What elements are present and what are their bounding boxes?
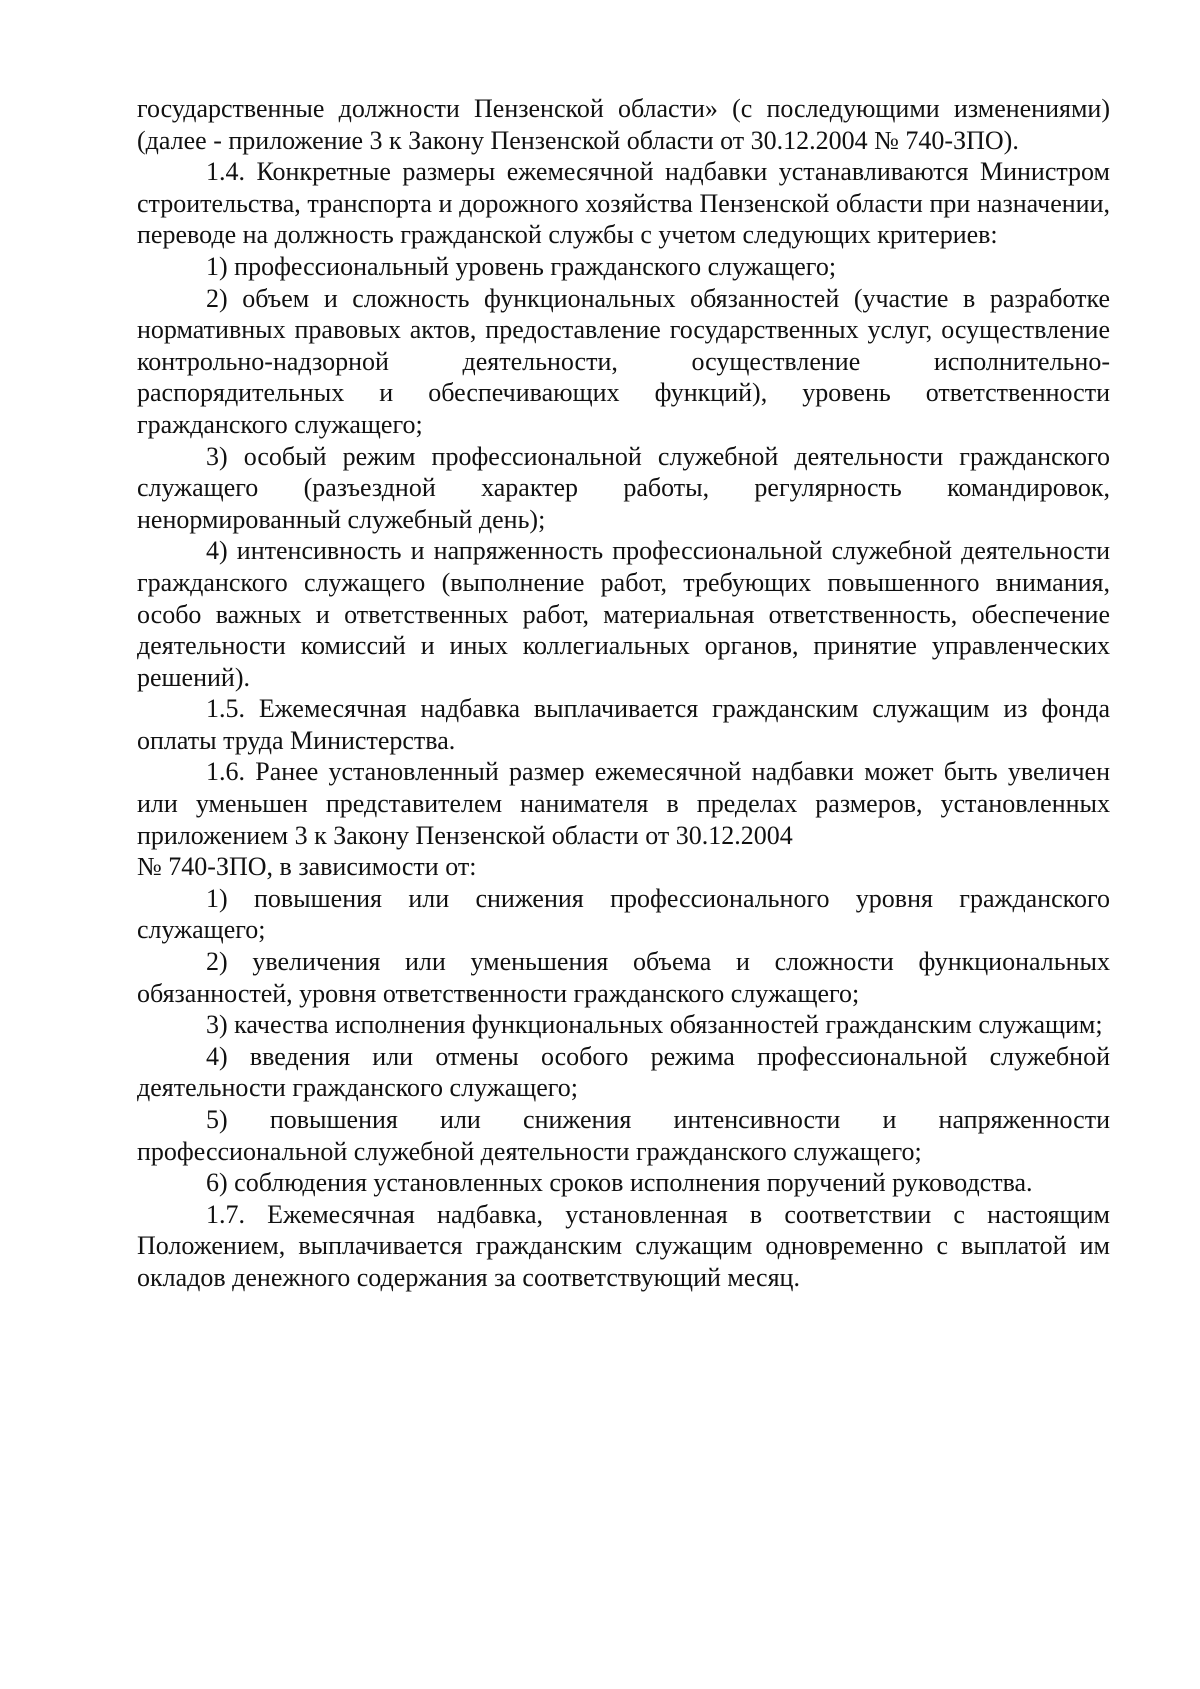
condition-3: 3) качества исполнения функциональных обязанностей гражданским служащим; — [206, 1010, 1103, 1040]
condition-6: 6) соблюдения установленных сроков исполнения поручений руководства. — [206, 1168, 1033, 1198]
criterion-4: 4) интенсивность и напряженность профессиональной служебной деятельности гражданского служащего (выполнение работ, требующих повышенного внимания, особо важных и ответственных работ, материальная ответственность, обеспечение деятельности комиссий и иных коллегиальных органов, принятие управленческих решений). — [137, 536, 1110, 692]
document-body — [137, 93, 1110, 1294]
paragraph-1-6: 1.6. Ранее установленный размер ежемесячной надбавки может быть увеличен или уменьшен представителем нанимателя в пределах размеров, установленных приложением 3 к Закону Пензенской области от 30.12.2004 — [137, 757, 1110, 850]
paragraph-1-4: 1.4. Конкретные размеры ежемесячной надбавки устанавливаются Министром строительства, транспорта и дорожного хозяйства Пензенской области при назначении, переводе на должность гражданской службы с учетом следующих критериев: — [137, 157, 1110, 250]
paragraph-1-5: 1.5. Ежемесячная надбавка выплачивается гражданским служащим из фонда оплаты труда Министерства. — [137, 694, 1110, 755]
criterion-3: 3) особый режим профессиональной служебной деятельности гражданского служащего (разъездной характер работы, регулярность командировок, ненормированный служебный день); — [137, 441, 1110, 534]
paragraph-1-7: 1.7. Ежемесячная надбавка, установленная в соответствии с настоящим Положением, выплачивается гражданским служащим одновременно с выплатой им окладов денежного содержания за соответствующий месяц. — [137, 1199, 1110, 1292]
condition-5: 5) повышения или снижения интенсивности и напряженности профессиональной служебной деятельности гражданского служащего; — [137, 1105, 1110, 1166]
condition-1: 1) повышения или снижения профессионального уровня гражданского служащего; — [137, 883, 1110, 945]
paragraph-1-6-continuation: № 740-ЗПО, в зависимости от: — [137, 852, 477, 882]
criterion-1: 1) профессиональный уровень гражданского служащего; — [206, 251, 837, 281]
criterion-2: 2) объем и сложность функциональных обязанностей (участие в разработке нормативных правовых актов, предоставление государственных услуг, осуществление контрольно-надзорной деятельности, осуществление исполнительно-распорядительных и обеспечивающих функций), уровень ответственности гражданского служащего; — [137, 283, 1110, 439]
condition-4: 4) введения или отмены особого режима профессиональной служебной деятельности гражданского служащего; — [137, 1041, 1110, 1103]
paragraph-law-reference: государственные должности Пензенской области» (с последующими изменениями) (далее - приложение 3 к Закону Пензенской области от 30.12.2004 № 740-ЗПО). — [137, 94, 1110, 155]
condition-2: 2) увеличения или уменьшения объема и сложности функциональных обязанностей, уровня ответственности гражданского служащего; — [137, 947, 1110, 1008]
